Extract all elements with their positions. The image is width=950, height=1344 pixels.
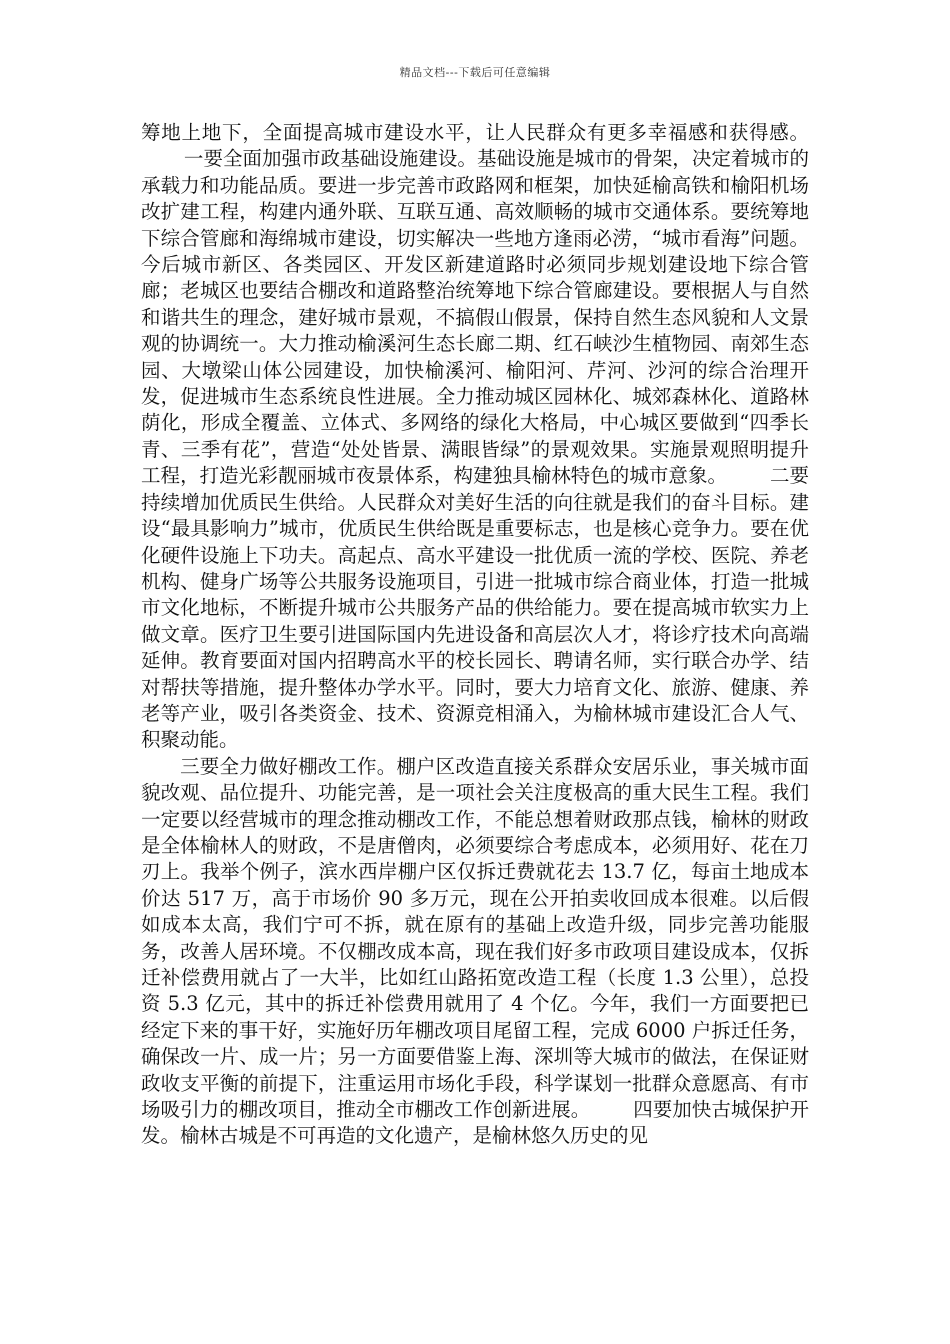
- paragraph-1-segment-3: 二要持续增加优质民生供给。人民群众对美好生活的向往就是我们的奋斗目标。建设“最具影响力”城市，优质民生供给既是重要标志，也是核心竞争力。要在优化硬件设施上下功夫。高起点、高水平建设一批优质一流的学校、医院、养老机构、健身广场等公共服务设施项目，引进一批城市综合商业体，打造一批城市文化地标，不断提升城市公共服务产品的供给能力。要在提高城市软实力上做文章。医疗卫生要引进国际国内先进设备和高层次人才，将诊疗技术向高端延伸。教育要面对国内招聘高水平的校长园长、聘请名师，实行联合办学、结对帮扶等措施，提升整体办学水平。同时，要大力培育文化、旅游、健康、养老等产业，吸引各类资金、技术、资源竞相涌入，为榆林城市建设汇合人气、积聚动能。: [141, 464, 809, 752]
- paragraph-1: [141, 120, 809, 754]
- paragraph-1-segment-2: 一要全面加强市政基础设施建设。基础设施是城市的骨架，决定着城市的承载力和功能品质。要进一步完善市政路网和框架，加快延榆高铁和榆阳机场改扩建工程，构建内通外联、互联互通、高效顺畅的城市交通体系。要统筹地下综合管廊和海绵城市建设，切实解决一些地方逢雨必涝，“城市看海”问题。今后城市新区、各类园区、开发区新建道路时必须同步规划建设地下综合管廊；老城区也要结合棚改和道路整治统筹地下综合管廊建设。要根据人与自然和谐共生的理念，建好城市景观，不搞假山假景，保持自然生态风貌和人文景观的协调统一。大力推动榆溪河生态长廊二期、红石峡沙生植物园、南郊生态园、大墩梁山体公园建设，加快榆溪河、榆阳河、芹河、沙河的综合治理开发，促进城市生态系统良性进展。全力推动城区园林化、城郊森林化、道路林荫化，形成全覆盖、立体式、多网络的绿化大格局，中心城区要做到“四季长青、三季有花”，营造“处处皆景、满眼皆绿”的景观效果。实施景观照明提升工程，打造光彩靓丽城市夜景体系，构建独具榆林特色的城市意象。: [141, 147, 809, 488]
- document-body: [141, 120, 809, 1150]
- page-header: 精品文档---下载后可任意编辑: [399, 66, 551, 79]
- paragraph-1-segment-1: 筹地上地下，全面提高城市建设水平，让人民群众有更多幸福感和获得感。: [141, 121, 809, 144]
- paragraph-2-segment-2: 四要加快古城保护开发。榆林古城是不可再造的文化遗产，是榆林悠久历史的见: [141, 1098, 809, 1148]
- paragraph-2: [141, 754, 809, 1150]
- paragraph-2-segment-1: 三要全力做好棚改工作。棚户区改造直接关系群众安居乐业，事关城市面貌改观、品位提升、功能完善，是一项社会关注度极高的重大民生工程。我们一定要以经营城市的理念推动棚改工作，不能总想着财政那点钱，榆林的财政是全体榆林人的财政，不是唐僧肉，必须要综合考虑成本，必须用好、花在刀刃上。我举个例子，滨水西岸棚户区仅拆迁费就花去 13.7 亿，每亩土地成本价达 517 万，高于市场价 90 多万元，现在公开拍卖收回成本很难。以后假如成本太高，我们宁可不拆，就在原有的基础上改造升级，同步完善功能服务，改善人居环境。不仅棚改成本高，现在我们好多市政项目建设成本，仅拆迁补偿费用就占了一大半，比如红山路拓宽改造工程（长度 1.3 公里），总投资 5.3 亿元，其中的拆迁补偿费用就用了 4 个亿。今年，我们一方面要把已经定下来的事干好，实施好历年棚改项目尾留工程，完成 6000 户拆迁任务，确保改一片、成一片；另一方面要借鉴上海、深圳等大城市的做法，在保证财政收支平衡的前提下，注重运用市场化手段，科学谋划一批群众意愿高、有市场吸引力的棚改项目，推动全市棚改工作创新进展。: [141, 754, 809, 1122]
